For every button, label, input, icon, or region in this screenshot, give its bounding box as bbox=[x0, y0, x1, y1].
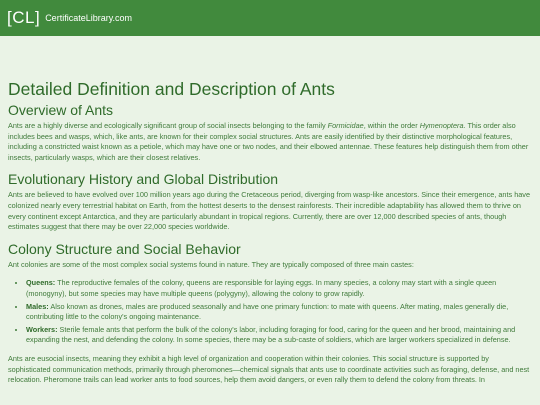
overview-text-2: , within the order bbox=[363, 121, 420, 130]
eusocial-paragraph: Ants are eusocial insects, meaning they exhibit a high level of organization and cooperation within their colonies. This social structure is supported by sophisticated communication methods, primarily through pheromones—chemical signals that ants use to coordinate activities such as foraging, defense, and nest relocation. Pheromone trails can lead worker ants to food sources, help them avoid dangers, or even rally them to defend the colony from threats. In bbox=[8, 353, 530, 385]
caste-description: Also known as drones, males are produced seasonally and have one primary function: to mate with queens. After mating, males generally die, contributing little to the colony's ongoing maintenance. bbox=[26, 301, 509, 322]
caste-description: Sterile female ants that perform the bulk of the colony's labor, including foraging for food, caring for the queen and her brood, maintaining and expanding the nest, and defending the colony. In some species, there may be a sub-caste of soldiers, which are larger workers specialized in defense. bbox=[26, 324, 516, 345]
overview-heading: Overview of Ants bbox=[8, 102, 114, 118]
article-content bbox=[0, 79, 540, 386]
overview-text-1: Ants are a highly diverse and ecologically significant group of social insects belonging to the family bbox=[8, 121, 328, 130]
caste-name: Queens: bbox=[26, 278, 56, 288]
evolution-heading: Evolutionary History and Global Distribution bbox=[8, 171, 279, 188]
family-name: Formicidae bbox=[327, 121, 364, 130]
site-logo[interactable]: [CL] bbox=[7, 8, 41, 27]
top-navigation-bar bbox=[0, 0, 540, 36]
page-title: Detailed Definition and Description of Ants bbox=[8, 79, 335, 99]
overview-text-3: . This order also includes bees and wasps, which, like ants, are known for their complex social structures. Ants are easily identified by their distinctive morphological features, including a constricted waist known as a petiole, which may have one or two nodes, and their elbowed antennae. These features help distinguish them from other insects, particularly wasps, which are their closest relatives. bbox=[8, 121, 529, 162]
order-name: Hymenoptera bbox=[419, 121, 464, 130]
list-item bbox=[26, 302, 532, 323]
list-item bbox=[26, 325, 532, 346]
colony-heading: Colony Structure and Social Behavior bbox=[8, 240, 241, 257]
caste-name: Males: bbox=[26, 301, 49, 311]
site-name-link[interactable]: CertificateLibrary.com bbox=[45, 13, 133, 23]
caste-name: Workers: bbox=[26, 324, 58, 334]
list-item bbox=[26, 278, 532, 299]
caste-list bbox=[8, 278, 532, 346]
evolution-paragraph: Ants are believed to have evolved over 100 million years ago during the Cretaceous period, diverging from wasp-like ancestors. Since their emergence, ants have colonized nearly every terrestrial habitat on Earth, from the hottest deserts to the densest rainforests. Their incredible adaptability has allowed them to thrive on every continent except Antarctica, and they are particularly abundant in tropical regions. Currently, there are over 12,000 described species of ants, though estimates suggest that there may be over 22,000 species worldwide. bbox=[8, 190, 531, 232]
colony-intro-paragraph: Ant colonies are some of the most complex social systems found in nature. They are typically composed of three main castes: bbox=[8, 259, 414, 269]
overview-paragraph bbox=[8, 121, 532, 163]
caste-description: The reproductive females of the colony, queens are responsible for laying eggs. In many species, a colony may start with a single queen (monogyny), but some species may have multiple queens (polygyny), allowing the colony to grow rapidly. bbox=[26, 278, 497, 298]
